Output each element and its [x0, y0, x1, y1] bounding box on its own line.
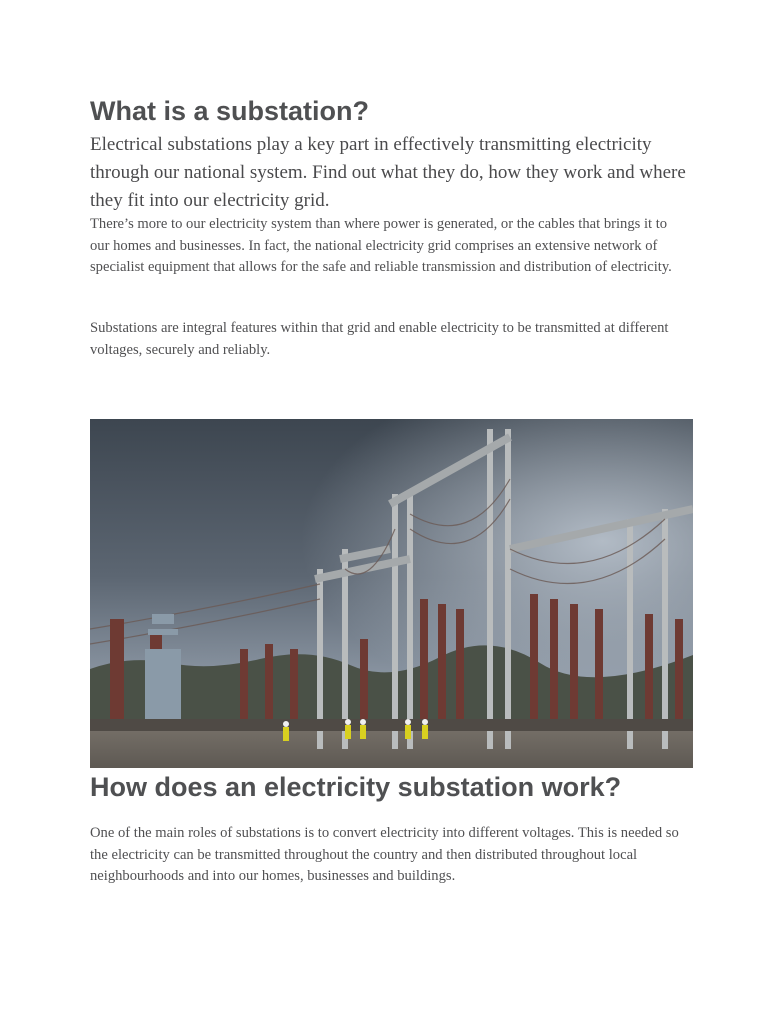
section-heading: How does an electricity substation work? — [90, 772, 622, 802]
body-paragraph-2: Substations are integral features within that grid and enable electricity to be transmitted at different voltages, securely and reliably. — [90, 320, 669, 358]
body-paragraph-1: There’s more to our electricity system than where power is generated, or the cables that brings it to our homes and businesses. In fact, the national electricity grid comprises an extensive network of specialist equipment that allows for the safe and reliable transmission and distribution of electricity. — [90, 216, 672, 275]
lead-paragraph: Electrical substations play a key part in effectively transmitting electricity through our national system. Find out what they do, how they work and where they fit into our electricity grid. — [90, 134, 686, 211]
page-title: What is a substation? — [90, 96, 370, 126]
substation-photo — [90, 419, 693, 768]
body-paragraph-3: One of the main roles of substations is to convert electricity into different voltages. This is needed so the electricity can be transmitted throughout the country and then distributed throughout local neighbourhoods and into our homes, businesses and buildings. — [90, 825, 679, 884]
